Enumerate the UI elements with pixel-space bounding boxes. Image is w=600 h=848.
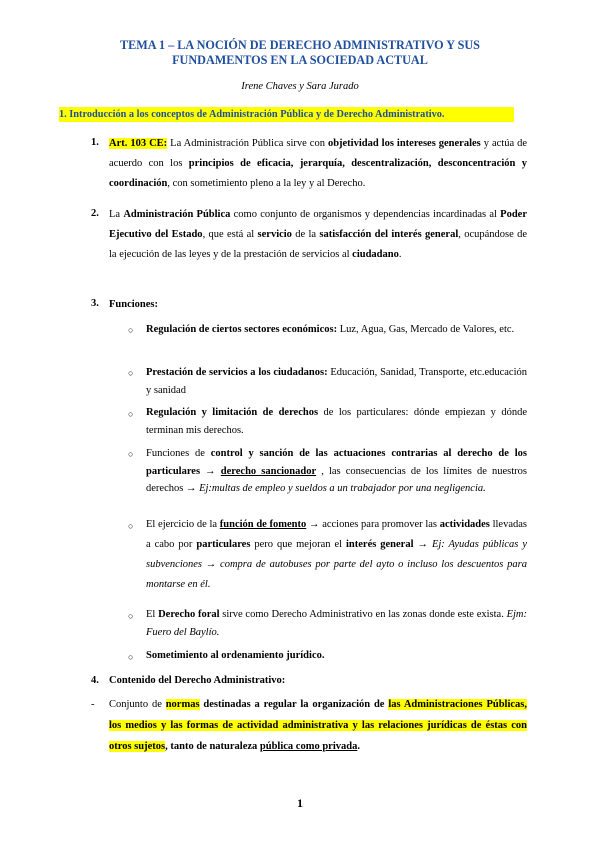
function-item-4 [146, 445, 527, 498]
text: Conjunto de [109, 699, 166, 710]
text: La Administración Pública sirve con [167, 138, 328, 149]
text: llevadas a cabo por [146, 519, 527, 550]
underlined-text: pública como privada [259, 741, 358, 752]
underlined-bold-text: derecho sancionador [220, 465, 317, 477]
item-number-2: 2. [91, 208, 99, 219]
bold-text: interés general [346, 539, 414, 550]
function-item-6 [146, 606, 527, 641]
function-item-1 [146, 321, 527, 339]
bold-text: servicio [257, 229, 292, 240]
authors: Irene Chaves y Sara Jurado [241, 81, 359, 92]
highlighted-text: normas [165, 699, 200, 710]
text: Luz, Agua, Gas, Mercado de Valores, etc. [337, 324, 515, 335]
text: , las consecuencias de los límites de nuestros derechos → [146, 465, 527, 494]
function-item-7: Sometimiento al ordenamiento jurídico. [146, 650, 325, 661]
text: de la [291, 229, 320, 240]
title-line-1: TEMA 1 – LA NOCIÓN DE DERECHO ADMINISTRATIVO Y SUS [120, 38, 480, 52]
arrow: → [200, 465, 221, 477]
bold-text: satisfacción del interés general [319, 229, 459, 240]
text: El [146, 609, 159, 620]
text: destinadas a regular la organización de [199, 699, 389, 710]
item-number-3: 3. [91, 298, 99, 309]
function-item-5 [146, 515, 527, 595]
bold-text: Derecho foral [158, 609, 220, 620]
bullet-icon: ○ [128, 521, 134, 531]
text: de los particulares: dónde empiezan y dónde terminan mis derechos. [146, 407, 527, 436]
art-103-ref: Art. 103 CE: [109, 138, 168, 149]
content-heading: Contenido del Derecho Administrativo: [109, 675, 286, 686]
text: El ejercicio de la [146, 519, 220, 530]
item-number-1: 1. [91, 137, 99, 148]
text: , tanto de naturaleza [165, 741, 260, 752]
page-number: 1 [297, 796, 303, 810]
paragraph-art-103 [109, 134, 527, 194]
bold-text: actividades [439, 519, 490, 530]
text: Funciones de [146, 448, 211, 459]
text: y actúa de acuerdo con los [109, 138, 527, 169]
bold-text: ciudadano [352, 249, 399, 260]
arrow: → [413, 539, 432, 550]
bold-text: control y sanción de las actuaciones contrarias al derecho de los particulares [146, 448, 528, 477]
functions-heading: Funciones: [109, 299, 159, 310]
text: como conjunto de organismos y dependencias incardinadas al [230, 209, 501, 220]
function-item-2 [146, 364, 527, 399]
bold-text: Administración Pública [123, 209, 231, 220]
bold-text: Prestación de servicios a los ciudadanos: [146, 367, 328, 378]
text: La [109, 209, 124, 220]
text: . [357, 741, 360, 752]
item-number-4: 4. [91, 675, 99, 686]
bold-text: Poder Ejecutivo del Estado [109, 209, 527, 240]
bullet-icon: ○ [128, 449, 134, 459]
example-text: Ej:multas de empleo y sueldos a un trabajador por una negligencia. [199, 483, 486, 494]
text: → acciones para promover las [306, 519, 440, 530]
content-paragraph [109, 694, 527, 757]
bold-text: particulares [196, 539, 251, 550]
bullet-icon: ○ [128, 325, 134, 335]
text: . [398, 249, 402, 260]
bullet-icon: ○ [128, 368, 134, 378]
title-line-2: FUNDAMENTOS EN LA SOCIEDAD ACTUAL [172, 53, 428, 67]
section-heading: 1. Introducción a los conceptos de Administración Pública y de Derecho Administrativo. [59, 107, 514, 122]
bold-text: objetividad los intereses generales [327, 138, 481, 149]
bullet-icon: ○ [128, 409, 134, 419]
text: , que está al [202, 229, 258, 240]
example-text: Ejm: Fuero del Baylío. [146, 609, 527, 638]
text: Educación, Sanidad, Transporte, etc.educación y sanidad [146, 367, 528, 396]
document-title [60, 38, 540, 68]
bold-text: Regulación y limitación de derechos [146, 407, 319, 418]
dash-marker: - [91, 699, 95, 710]
function-item-3 [146, 404, 527, 439]
text: sirve como Derecho Administrativo en las zonas donde este exista. [219, 609, 507, 620]
highlighted-text: las Administraciones Públicas, los medios y las formas de actividad administrativa y las relaciones jurídicas de éstas con otros sujetos [109, 699, 527, 752]
bold-text: Regulación de ciertos sectores económicos: [146, 324, 338, 335]
example-text: Ej: Ayudas públicas y subvenciones → compra de autobuses por parte del ayto o incluso los descuentos para montarse en él. [146, 539, 528, 590]
paragraph-administracion [109, 205, 527, 265]
underlined-bold-text: función de fomento [219, 519, 307, 530]
text: pero que mejoran el [250, 539, 346, 550]
text: , con sometimiento pleno a la ley y al Derecho. [167, 178, 366, 189]
bullet-icon: ○ [128, 652, 134, 662]
bold-text: principios de eficacia, jerarquía, descentralización, desconcentración y coordinación [109, 158, 527, 189]
bullet-icon: ○ [128, 611, 134, 621]
text: , ocupándose de la ejecución de las leyes y de la prestación de servicios al [109, 229, 527, 260]
